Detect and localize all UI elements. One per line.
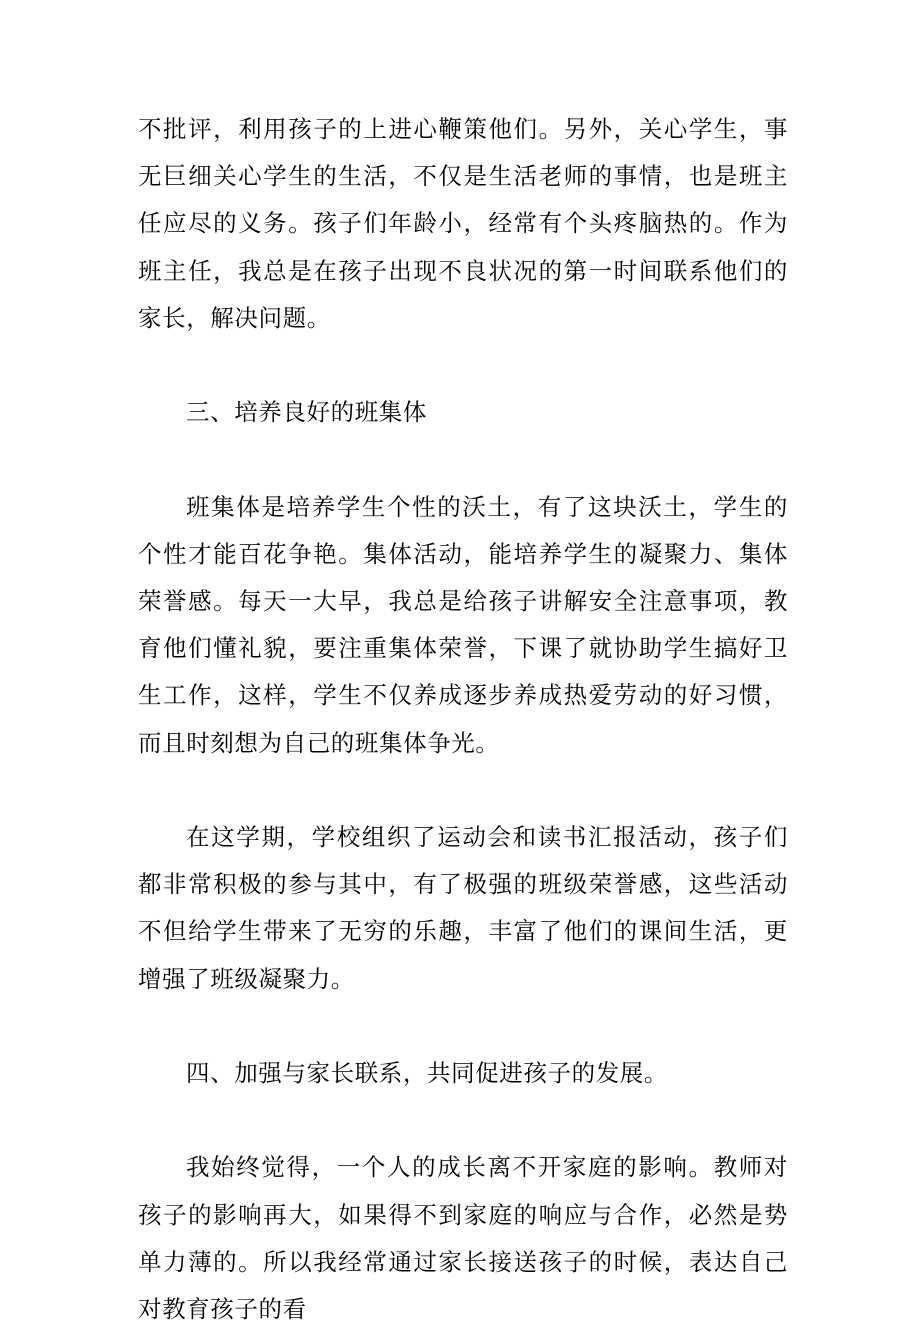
document-body bbox=[138, 106, 788, 1333]
section-heading-3: 三、培养良好的班集体 bbox=[186, 398, 427, 427]
section-heading-4: 四、加强与家长联系，共同促进孩子的发展。 bbox=[186, 1059, 668, 1087]
paragraph-continuation: 不批评，利用孩子的上进心鞭策他们。另外，关心学生，事无巨细关心学生的生活，不仅是生活老师的事情，也是班主任应尽的义务。孩子们年龄小，经常有个头疼脑热的。作为班主任，我总是在孩子出现不良状况的第一时间联系他们的家长，解决问题。 bbox=[138, 115, 788, 332]
paragraph-semester-activities: 在这学期，学校组织了运动会和读书汇报活动，孩子们都非常积极的参与其中，有了极强的班级荣誉感，这些活动不但给学生带来了无穷的乐趣，丰富了他们的课间生活，更增强了班级凝聚力。 bbox=[138, 823, 788, 993]
paragraph-family-influence: 我始终觉得，一个人的成长离不开家庭的影响。教师对孩子的影响再大，如果得不到家庭的响应与合作，必然是势单力薄的。所以我经常通过家长接送孩子的时候，表达自己对教育孩子的看 bbox=[138, 1153, 788, 1323]
paragraph-class-collective: 班集体是培养学生个性的沃土，有了这块沃土，学生的个性才能百花争艳。集体活动，能培养学生的凝聚力、集体荣誉感。每天一大早，我总是给孩子讲解安全注意事项，教育他们懂礼貌，要注重集体荣誉，下课了就协助学生搞好卫生工作，这样，学生不仅养成逐步养成热爱劳动的好习惯，而且时刻想为自己的班集体争光。 bbox=[138, 492, 788, 757]
